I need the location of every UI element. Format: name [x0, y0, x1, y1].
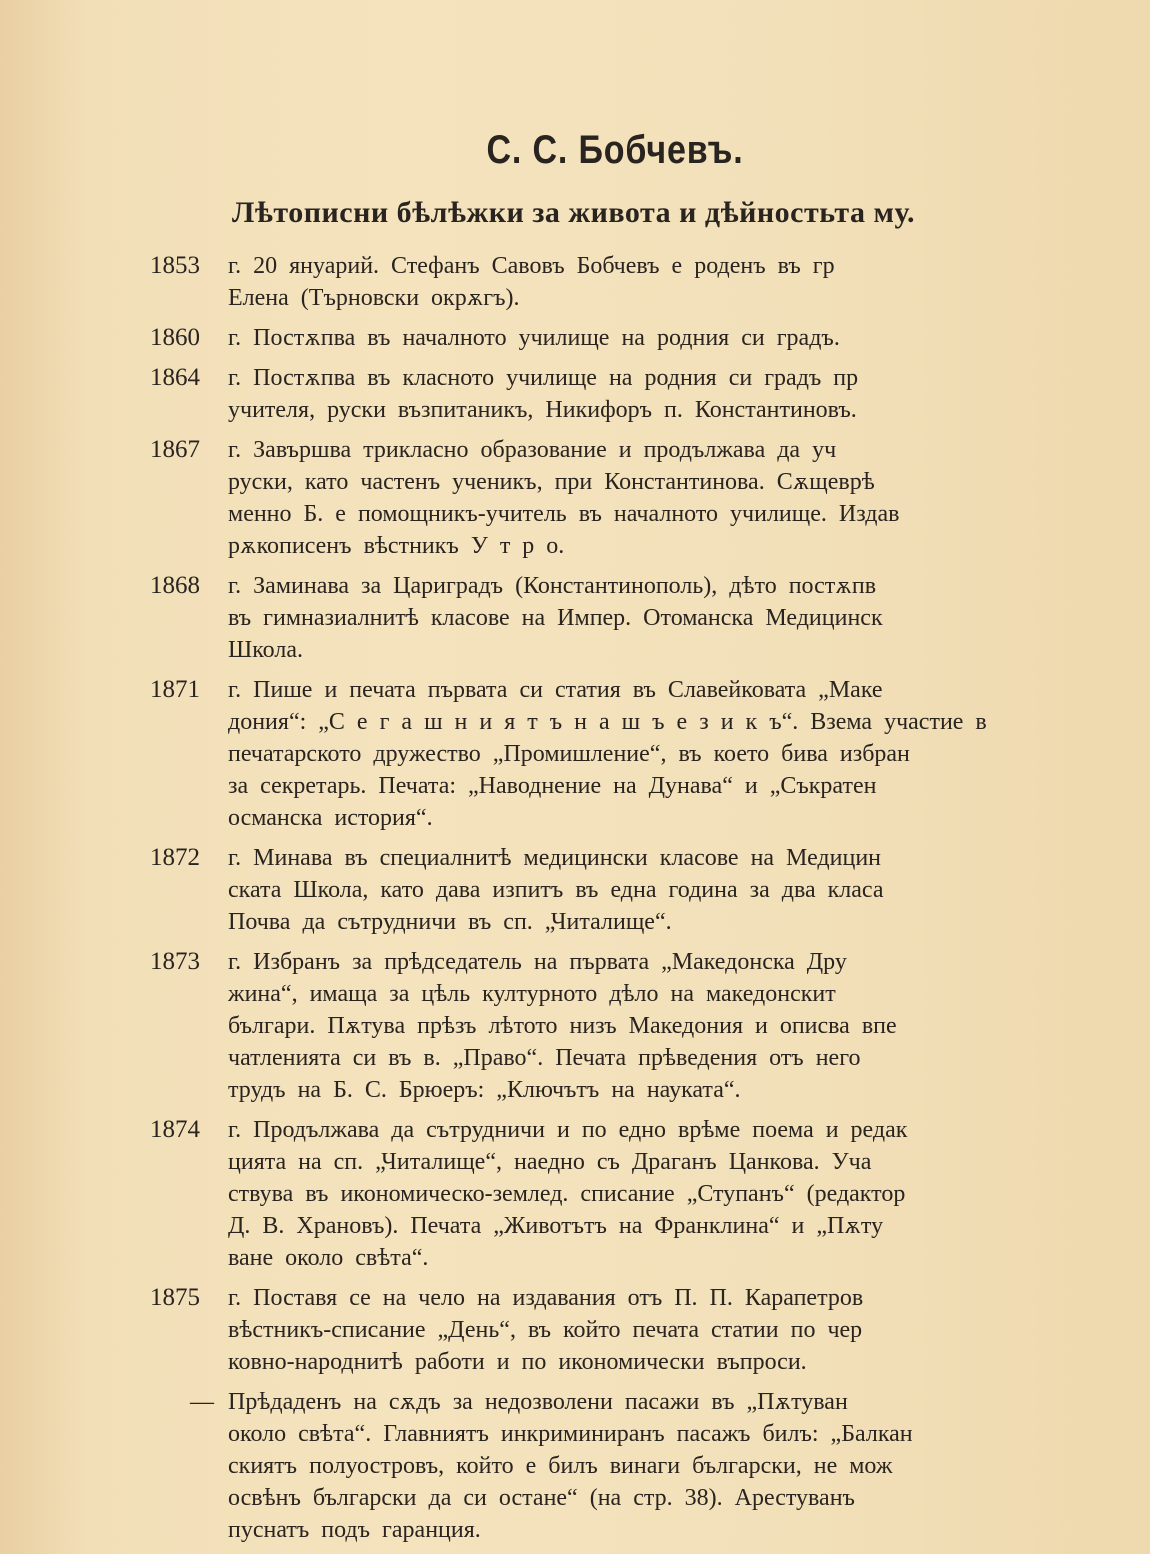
- entry-line: цията на сп. „Читалище“, наедно съ Драганъ Цанкова. Уча: [228, 1149, 872, 1175]
- entry-line: жина“, имаща за цѣль културното дѣло на македонскит: [228, 981, 836, 1007]
- entry-text: [228, 1386, 1148, 1546]
- entry-line: руски, като частенъ ученикъ, при Константинова. Сѫщеврѣ: [228, 469, 875, 495]
- entry-line: г. 20 януарий. Стефанъ Савовъ Бобчевъ е роденъ въ гр: [228, 253, 835, 279]
- chronology-list: [150, 250, 1150, 1554]
- entry-line: за секретарь. Печата: „Наводнение на Дунава“ и „Съкратен: [228, 773, 877, 799]
- chronology-entry: [150, 570, 1150, 666]
- chronology-entry: [150, 1386, 1150, 1546]
- entry-line: Д. В. Храновъ). Печата „Животътъ на Франклина“ и „Пѫту: [228, 1213, 884, 1239]
- entry-line: пуснатъ подъ гаранция.: [228, 1517, 481, 1543]
- chronology-entry: [150, 362, 1150, 426]
- chronology-entry: [150, 674, 1150, 834]
- chronology-entry: [150, 322, 1150, 354]
- entry-line: скиятъ полуостровъ, който е билъ винаги български, не мож: [228, 1453, 893, 1479]
- entry-text: [228, 1282, 1148, 1378]
- entry-line: г. Заминава за Цариградъ (Константинополь), дѣто постѫпв: [228, 573, 877, 599]
- entry-line: печатарското дружество „Промишление“, въ което бива избран: [228, 741, 910, 767]
- entry-line: вѣстникъ-списание „День“, въ който печата статии по чер: [228, 1317, 863, 1343]
- entry-line: г. Продължава да сътрудничи и по едно врѣме поема и редак: [228, 1117, 908, 1143]
- chronology-entry: [150, 434, 1150, 562]
- entry-year: 1871: [150, 676, 200, 703]
- entry-year: 1860: [150, 324, 200, 351]
- entry-year: 1867: [150, 436, 200, 463]
- entry-line: дония“: „С е г а ш н и я т ъ н а ш ъ е з и к ъ“. Взема участие в: [228, 709, 987, 735]
- entry-line: въ гимназиалнитѣ класове на Импер. Отоманска Медицинск: [228, 605, 883, 631]
- entry-line: Прѣдаденъ на сѫдъ за недозволени пасажи въ „Пѫтуван: [228, 1389, 848, 1415]
- entry-line: трудъ на Б. С. Брюеръ: „Ключътъ на науката“.: [228, 1077, 741, 1103]
- entry-line: г. Поставя се на чело на издавания отъ П. П. Карапетров: [228, 1285, 864, 1311]
- entry-text: [228, 946, 1148, 1106]
- entry-line: г. Пише и печата първата си статия въ Славейковата „Маке: [228, 677, 883, 703]
- entry-line: учителя, руски възпитаникъ, Никифоръ п. Константиновъ.: [228, 397, 857, 423]
- entry-text: [228, 674, 1148, 834]
- entry-line: освѣнъ български да си остане“ (на стр. 38). Арестуванъ: [228, 1485, 855, 1511]
- entry-line: ване около свѣта“.: [228, 1245, 429, 1271]
- entry-line: г. Избранъ за прѣдседатель на първата „Македонска Дру: [228, 949, 847, 975]
- author-heading: С. С. Бобчевъ.: [486, 128, 744, 172]
- entry-line: чатленията си въ в. „Право“. Печата прѣведения отъ него: [228, 1045, 861, 1071]
- chronology-entry: [150, 1282, 1150, 1378]
- entry-year: 1872: [150, 844, 200, 871]
- chronology-entry: [150, 1114, 1150, 1274]
- entry-text: [228, 362, 1148, 426]
- entry-line: Школа.: [228, 637, 303, 663]
- entry-year: 1874: [150, 1116, 200, 1143]
- entry-line: г. Постѫпва въ класното училище на родния си градъ пр: [228, 365, 859, 391]
- entry-text: [228, 434, 1148, 562]
- entry-line: рѫкописенъ вѣстникъ У т р о.: [228, 533, 565, 559]
- entry-line: г. Завършва трикласно образование и продължава да уч: [228, 437, 837, 463]
- entry-line: ската Школа, като дава изпитъ въ една година за два класа: [228, 877, 884, 903]
- entry-line: около свѣта“. Главниятъ инкриминиранъ пасажъ билъ: „Балкан: [228, 1421, 913, 1447]
- chronology-entry: [150, 946, 1150, 1106]
- entry-line: г. Минава въ специалнитѣ медицински класове на Медицин: [228, 845, 882, 871]
- entry-line: българи. Пѫтува прѣзъ лѣтото низъ Македония и описва впе: [228, 1013, 897, 1039]
- entry-text: [228, 842, 1148, 938]
- entry-year: 1873: [150, 948, 200, 975]
- document-subtitle: Лѣтописни бѣлѣжки за живота и дѣйностьта му.: [232, 196, 915, 229]
- entry-year: 1853: [150, 252, 200, 279]
- chronology-entry: [150, 250, 1150, 314]
- entry-year: 1864: [150, 364, 200, 391]
- entry-line: Почва да сътрудничи въ сп. „Читалище“.: [228, 909, 672, 935]
- entry-year: 1875: [150, 1284, 200, 1311]
- entry-line: Елена (Търновски окрѫгъ).: [228, 285, 520, 311]
- entry-text: [228, 570, 1148, 666]
- entry-line: ствува въ икономическо-землед. списание „Ступанъ“ (редактор: [228, 1181, 906, 1207]
- entry-dash: —: [190, 1389, 214, 1415]
- entry-line: османска история“.: [228, 805, 433, 831]
- entry-line: г. Постѫпва въ началното училище на родния си градъ.: [228, 325, 840, 351]
- entry-text: [228, 250, 1148, 314]
- entry-line: ковно-народнитѣ работи и по икономически въпроси.: [228, 1349, 807, 1375]
- chronology-entry: [150, 842, 1150, 938]
- entry-line: менно Б. е помощникъ-учитель въ началното училище. Издав: [228, 501, 900, 527]
- entry-text: [228, 1114, 1148, 1274]
- entry-text: [228, 322, 1148, 354]
- entry-year: 1868: [150, 572, 200, 599]
